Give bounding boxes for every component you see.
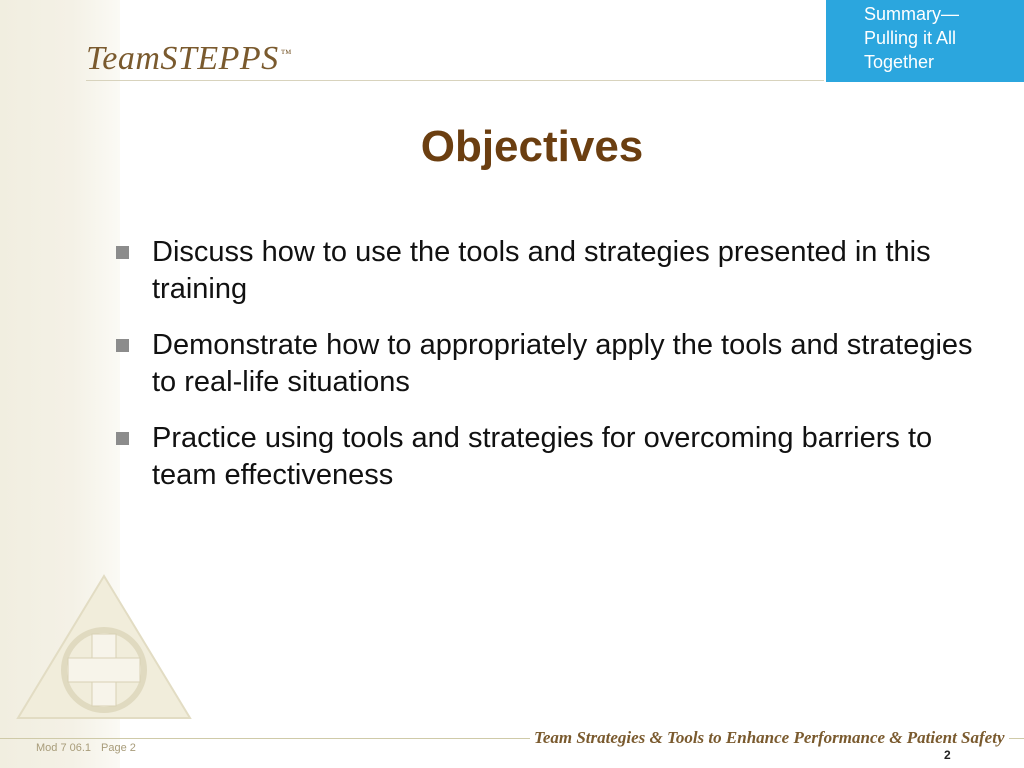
objectives-list	[116, 234, 986, 513]
page-label: Page 2	[101, 742, 136, 754]
logo-text: TeamSTEPPS	[86, 40, 279, 77]
list-item	[116, 420, 986, 494]
list-item	[116, 327, 986, 401]
slide-title: Objectives	[420, 122, 644, 171]
module-title-line-1: Summary—	[864, 4, 960, 24]
square-bullet-icon	[116, 432, 129, 445]
teamstepps-triangle-logo	[14, 572, 194, 722]
footer-module-info	[36, 742, 136, 754]
list-item-text: Practice using tools and strategies for overcoming barriers to team effectiveness	[152, 422, 933, 491]
module-title-line-2: Pulling it All	[864, 28, 957, 48]
trademark-mark: ™	[280, 47, 292, 60]
list-item-text: Discuss how to use the tools and strategies presented in this training	[152, 236, 931, 305]
square-bullet-icon	[116, 246, 129, 259]
teamstepps-logo	[86, 40, 292, 78]
module-title-box	[826, 0, 1024, 82]
page-number: 2	[944, 748, 951, 762]
list-item	[116, 234, 986, 308]
footer-tagline: Team Strategies & Tools to Enhance Performance & Patient Safety	[530, 728, 1009, 748]
header-rule	[86, 80, 824, 81]
module-title-line-3: Together	[864, 52, 935, 72]
module-code: Mod 7 06.1	[36, 742, 92, 754]
square-bullet-icon	[116, 339, 129, 352]
list-item-text: Demonstrate how to appropriately apply the tools and strategies to real-life situations	[152, 329, 973, 398]
